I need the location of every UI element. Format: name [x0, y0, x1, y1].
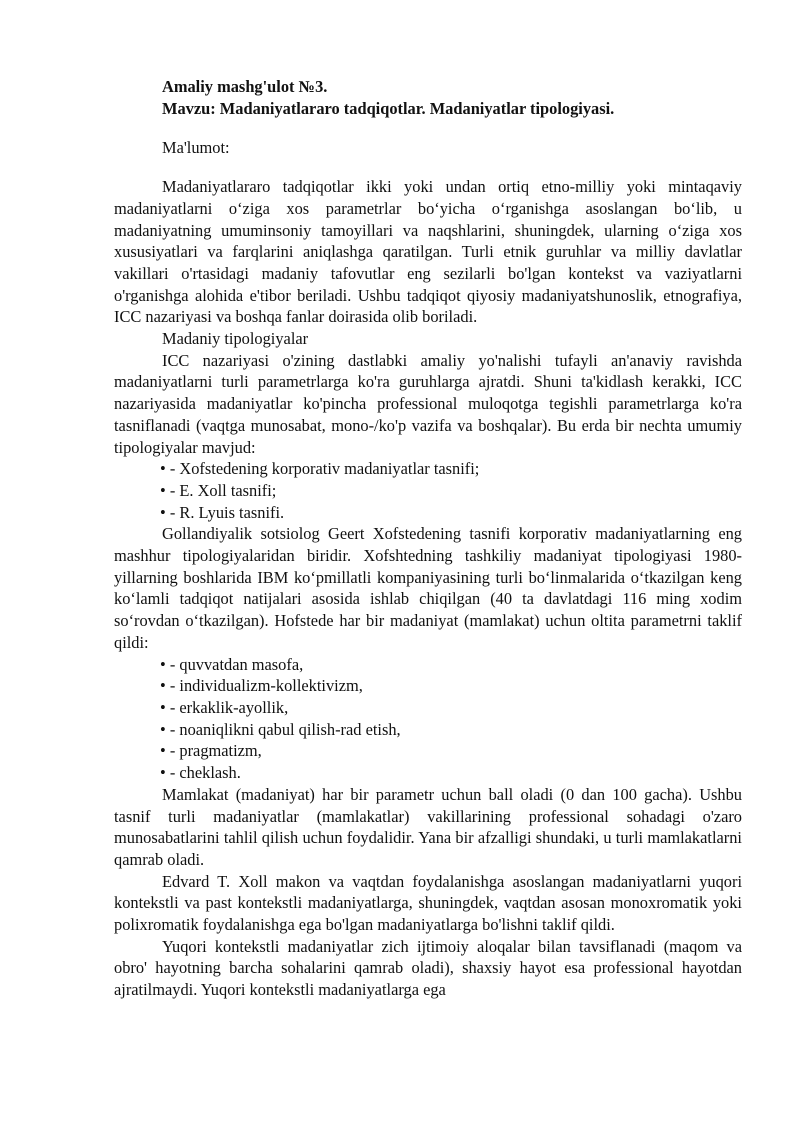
- list-item: • - erkaklik-ayollik,: [160, 697, 289, 717]
- list-item: • - quvvatdan masofa,: [160, 654, 304, 674]
- list-item: • - Xofstedening korporativ madaniyatlar tasnifi;: [160, 459, 480, 479]
- paragraph-scores: Mamlakat (madaniyat) har bir parametr uchun ball oladi (0 dan 100 gacha). Ushbu tasnif turli madaniyatlar (mamlakatlar) vakillarining professional sohadagi o'zaro munosabatlarini tahlil qilish uchun foydalidir. Yana bir afzalligi shundaki, u turli mamlakatlarni qamrab oladi.: [114, 784, 742, 869]
- spacer: [114, 159, 742, 176]
- list-item: • - E. Xoll tasnifi;: [160, 480, 277, 500]
- subheading-typologies: Madaniy tipologiyalar: [162, 329, 309, 349]
- paragraph-hofstede: Gollandiyalik sotsiolog Geert Xofstedening tasnifi korporativ madaniyatlarning eng mashhur tipologiyalaridan biridir. Xofshtedning tashkiliy madaniyat tipologiyasi 1980-yillarning boshlarida IBM ko‘pmillatli kompaniyasining turli bo‘linmalarida o‘tkazilgan keng ko‘lamli tadqiqot natijalari asosida ishlab chiqilgan (40 ta davlatdagi 116 ming xodim so‘rovdan o‘tkazilgan). Hofstede har bir madaniyat (mamlakat) uchun oltita parametrni taklif qildi:: [114, 524, 742, 652]
- list-item: • - cheklash.: [160, 763, 241, 783]
- paragraph-icc: ICC nazariyasi o'zining dastlabki amaliy yo'nalishi tufayli an'anaviy ravishda madaniyatlarni turli parametrlarga ko'ra guruhlarga ajratdi. Shuni ta'kidlash kerakki, ICC nazariyasida madaniyatlar ko'pincha professional muloqotga tegishli parametrlarga ko'ra tasniflanadi (vaqtga munosabat, mono-/ko'p vazifa va boshqalar). Bu erda bir nechta umumiy tipologiyalar mavjud:: [114, 350, 742, 457]
- parameter-list: [114, 654, 742, 784]
- typology-list: [114, 458, 742, 523]
- document-page: [114, 76, 742, 1001]
- paragraph-hall: Edvard T. Xoll makon va vaqtdan foydalanishga asoslangan madaniyatlarni yuqori kontekstli va past kontekstli madaniyatlarga, shuningdek, vaqtdan asosan monoxromatik yoki polixromatik foydalanishga ega bo'lgan madaniyatlarga bo'lishni taklif qildi.: [114, 871, 742, 935]
- paragraph-intro: Madaniyatlararo tadqiqotlar ikki yoki undan ortiq etno-milliy yoki mintaqaviy madaniyatlarni o‘ziga xos parametrlar bo‘yicha o‘rganishga asoslangan bo‘lib, u madaniyatning umuminsoniy tamoyillari va naqshlarini, shuningdek, ularning o‘ziga xos xususiyatlari va farqlarini aniqlashga qaratilgan. Turli etnik guruhlar va milliy davlatlar vakillari o'rtasidagi madaniy tafovutlar eng sezilarli bo'lgan kontekst va vaziyatlarni o'rganishga alohida e'tibor beriladi. Ushbu tadqiqot qiyosiy madaniyatshunoslik, etnografiya, ICC nazariyasi va boshqa fanlar doirasida olib boriladi.: [114, 177, 742, 327]
- list-item: • - noaniqlikni qabul qilish-rad etish,: [160, 719, 401, 739]
- practical-lesson-title: Amaliy mashg'ulot №3.: [162, 77, 328, 96]
- list-item: • - R. Lyuis tasnifi.: [160, 502, 285, 522]
- topic-title: Mavzu: Madaniyatlararo tadqiqotlar. Madaniyatlar tipologiyasi.: [162, 98, 615, 118]
- info-label: Ma'lumot:: [162, 138, 230, 158]
- list-item: • - individualizm-kollektivizm,: [160, 676, 363, 696]
- paragraph-high-context: Yuqori kontekstli madaniyatlar zich ijtimoiy aloqalar bilan tavsiflanadi (maqom va obro' hayotning barcha sohalarini qamrab oladi), shaxsiy hayot esa professional hayotdan ajratilmaydi. Yuqori kontekstli madaniyatlarga ega: [114, 936, 742, 1000]
- list-item: • - pragmatizm,: [160, 741, 262, 761]
